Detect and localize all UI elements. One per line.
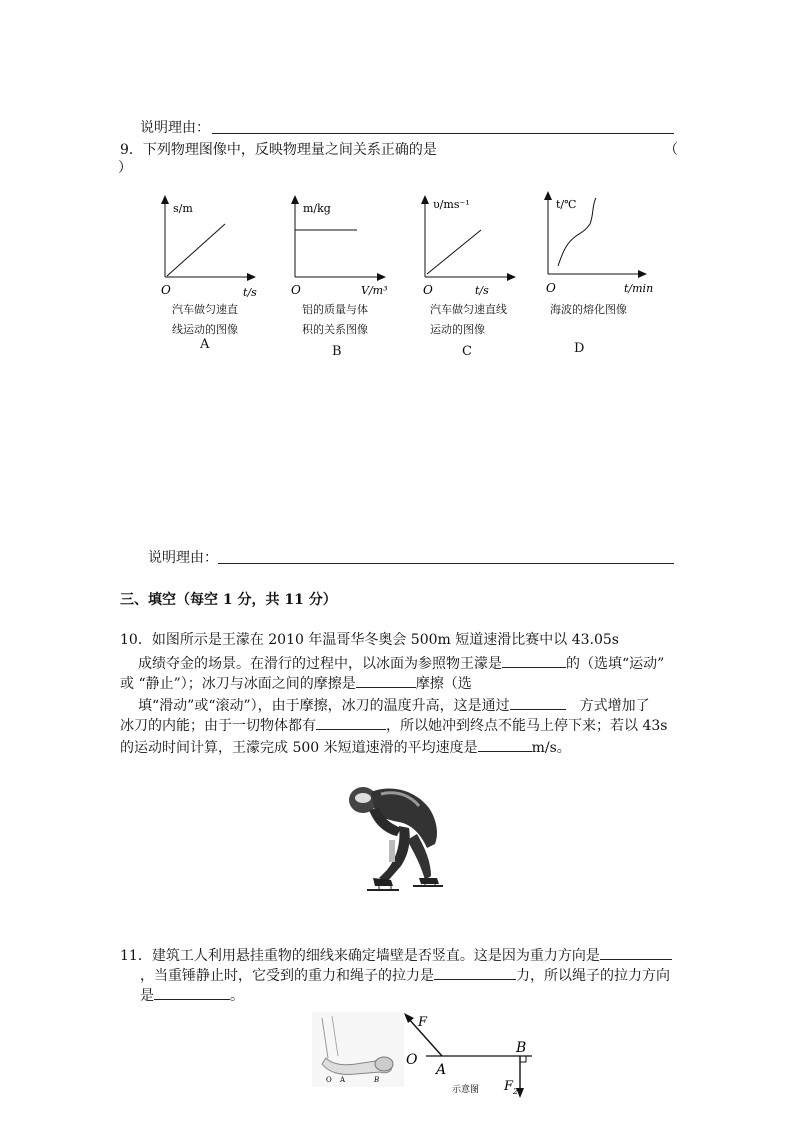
q10-line-3: 或 “静止”）；冰刀与冰面之间的摩擦是 摩擦（选	[120, 672, 472, 694]
q10-blank-3[interactable]	[510, 694, 566, 710]
graph-c-xlabel: t/s	[475, 284, 489, 297]
graph-a-letter: A	[200, 337, 210, 352]
q11-line-1: 11．建筑工人利用悬挂重物的细线来确定墙壁是否竖直。这是因为重力方向是	[120, 944, 672, 966]
lever-diagram	[400, 1008, 550, 1100]
graph-b-origin: O	[291, 283, 301, 297]
lever-label-f2-sub: 2	[513, 1087, 519, 1096]
q10-line-1: 10．如图所示是王濛在 2010 年温哥华冬奥会 500m 短道速滑比赛中以 43.05s	[120, 632, 619, 648]
graph-d	[538, 186, 658, 296]
q10-blank-4[interactable]	[316, 714, 386, 730]
q9-stem: 9．下列物理图像中，反映物理量之间关系正确的是	[120, 142, 437, 158]
q9-reason-label: 说明理由：	[148, 550, 218, 566]
skater-image	[345, 778, 445, 896]
q10-line-4: 填“滑动”或“滚动”），由于摩擦，冰刀的温度升高，这是通过 方式增加了	[138, 694, 650, 716]
q10-line-6: 的运动时间计算，王濛完成 500 米短道速滑的平均速度是 m/s。	[120, 736, 571, 758]
lever-label-f2: F	[504, 1079, 514, 1094]
graph-a-ylabel: s/m	[173, 202, 193, 215]
q10-blank-5[interactable]	[478, 736, 532, 752]
lever-caption: 示意图	[452, 1085, 480, 1095]
graph-b-caption2: 积的关系图像	[302, 323, 368, 336]
lever-label-f1: F	[418, 1015, 428, 1030]
graph-d-caption1: 海波的熔化图像	[550, 303, 627, 316]
graph-d-ylabel: t/℃	[556, 198, 577, 211]
graph-b-ylabel: m/kg	[303, 202, 331, 215]
graph-c-caption2: 运动的图像	[430, 323, 485, 336]
graph-a-caption2: 线运动的图像	[172, 323, 238, 336]
q11-blank-2[interactable]	[434, 964, 516, 980]
q10-line-2: 成绩夺金的场景。在滑行的过程中，以冰面为参照物王濛是 的（选填“运动”	[138, 652, 664, 674]
graph-c-line	[427, 230, 481, 274]
q11-line-2: ，当重锤静止时，它受到的重力和绳子的拉力是 力，所以绳子的拉力方向	[140, 964, 670, 986]
q8-reason-label: 说明理由：	[140, 120, 210, 136]
arm-image	[312, 1012, 404, 1087]
graph-a-xlabel: t/s	[243, 286, 257, 297]
q9-paren-open: （	[664, 142, 678, 158]
graph-a-line	[167, 224, 225, 276]
lever-label-o: O	[406, 1052, 418, 1068]
arm-label-a: A	[340, 1076, 346, 1084]
graph-a-caption1: 汽车做匀速直	[172, 303, 238, 316]
graph-d-xlabel: t/min	[624, 282, 654, 295]
arm-label-b: B	[374, 1076, 380, 1084]
graph-d-origin: O	[546, 281, 556, 295]
graph-a	[155, 192, 260, 297]
graph-c-origin: O	[423, 283, 433, 297]
graph-b	[285, 192, 395, 297]
graph-c-ylabel: υ/ms⁻¹	[433, 198, 470, 211]
q10-blank-1[interactable]	[502, 652, 566, 668]
graph-b-caption1: 铝的质量与体	[302, 303, 368, 316]
q10-line-5: 冰刀的内能；由于一切物体都有 ，所以她冲到终点不能马上停下来；若以 43s	[120, 714, 667, 736]
graph-c	[415, 192, 525, 297]
lever-label-b: B	[516, 1040, 527, 1056]
q11-blank-3[interactable]	[154, 984, 230, 1000]
q10-blank-2[interactable]	[356, 672, 416, 688]
arm-label-o: O	[326, 1076, 332, 1084]
lever-label-a: A	[436, 1062, 447, 1078]
q11-line-3: 是 。	[140, 984, 244, 1006]
graph-b-letter: B	[332, 344, 342, 359]
graph-d-letter: D	[574, 341, 585, 356]
graph-c-letter: C	[462, 344, 472, 359]
section-3-title: 三、填空（每空 1 分，共 11 分）	[120, 592, 337, 608]
q9-paren-close: ）	[118, 160, 132, 176]
graph-b-xlabel: V/m³	[361, 284, 388, 297]
graph-a-origin: O	[161, 283, 171, 297]
q8-reason-blank[interactable]	[212, 133, 674, 134]
q11-blank-1[interactable]	[600, 944, 672, 960]
graph-c-caption1: 汽车做匀速直线	[430, 303, 507, 316]
q9-reason-blank[interactable]	[218, 563, 674, 564]
